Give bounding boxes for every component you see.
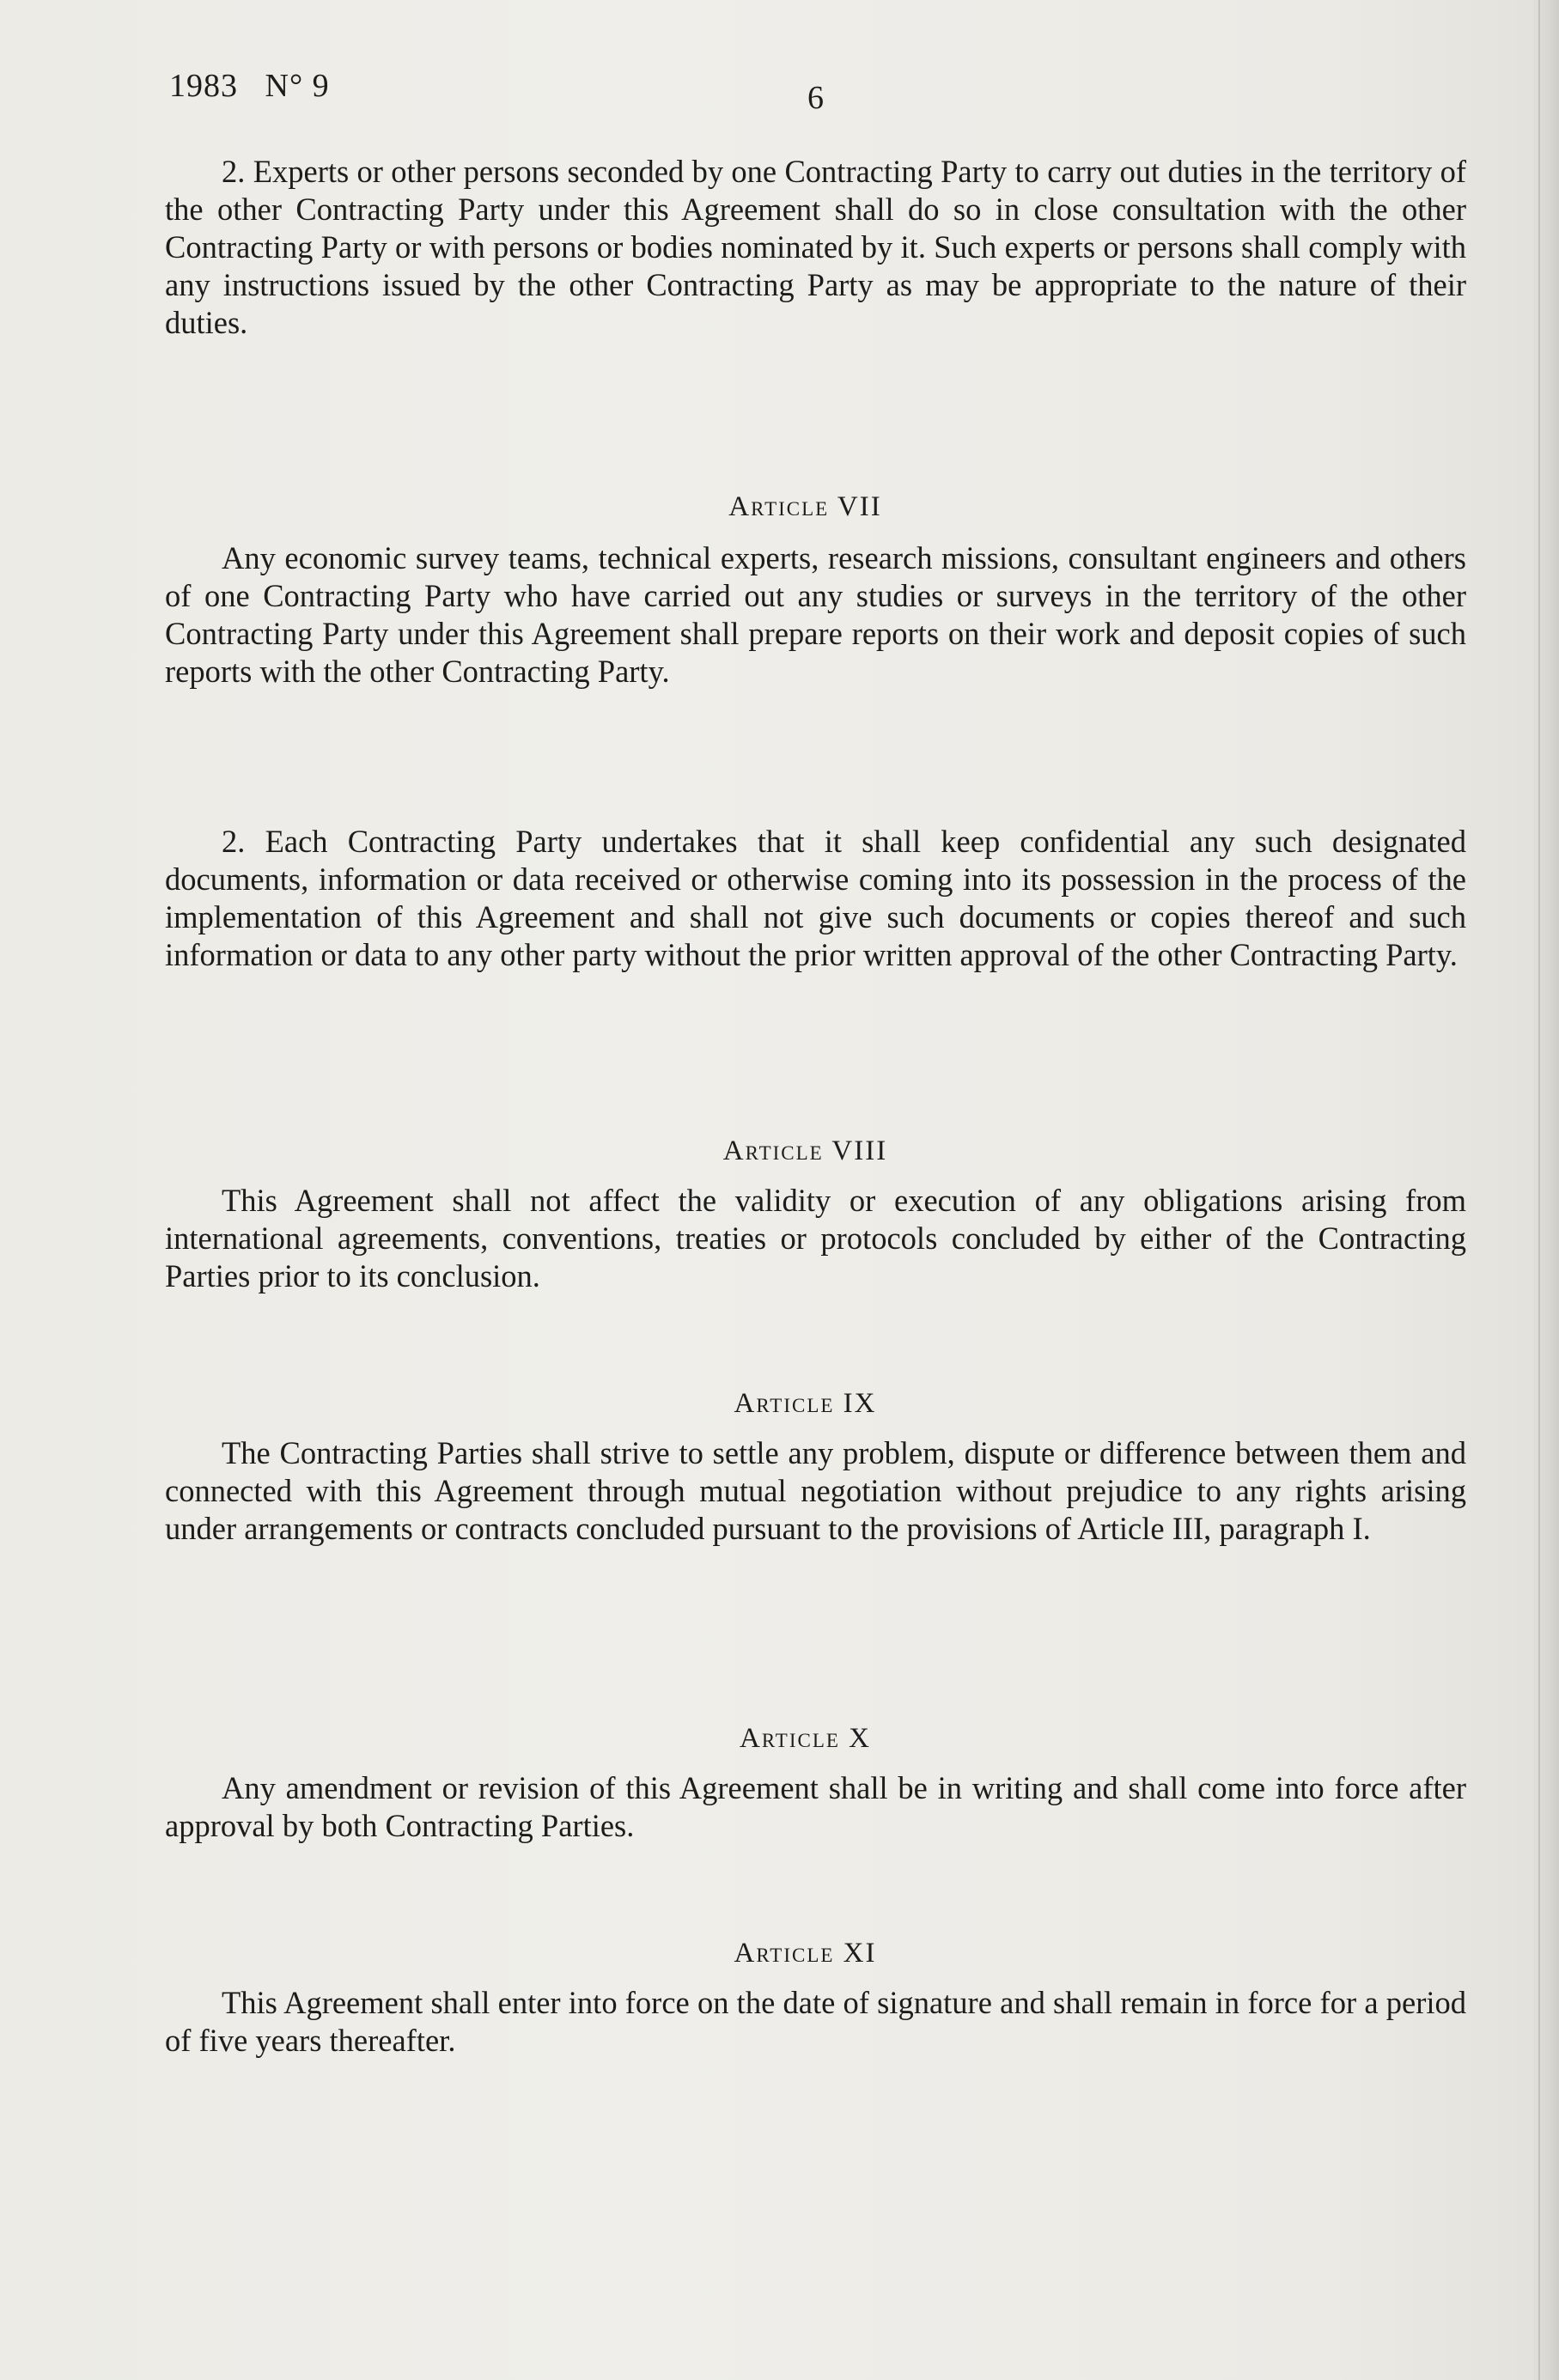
document-reference: 1983 N° 9 — [169, 68, 330, 104]
paragraph-article-vii-2: 2. Each Contracting Party undertakes that it shall keep confidential any such designated documents, information or data received or otherwise coming into its possession in the process of the implementation of this Agreement and shall not give such documents or copies thereof and such information or data to any other party without the prior written approval of the other Contracting Party. — [165, 824, 1466, 972]
paragraph-article-vii-1: Any economic survey teams, technical experts, research missions, consultant engineers and others of one Contracting Party who have carried out any studies or surveys in the territory of the other Contracting Party under this Agreement shall prepare reports on their work and deposit copies of such reports with the other Contracting Party. — [165, 540, 1466, 689]
paragraph-article-x: Any amendment or revision of this Agreement shall be in writing and shall come into force after approval by both Contracting Parties. — [165, 1770, 1466, 1843]
heading-article-x: Article X — [739, 1723, 872, 1754]
paragraph-article-viii: This Agreement shall not affect the validity or execution of any obligations arising from international agreements, conventions, treaties or protocols concluded by either of the Contracting Parties prior to its conclusion. — [165, 1183, 1466, 1293]
page-edge — [1533, 0, 1559, 2380]
page-edge-line — [1538, 0, 1540, 2380]
paragraph-article-xi: This Agreement shall enter into force on the date of signature and shall remain in force for a period of five years thereafter. — [165, 1985, 1466, 2058]
heading-article-xi: Article XI — [734, 1938, 877, 1969]
heading-article-viii: Article VIII — [722, 1135, 888, 1166]
paragraph-article-ix: The Contracting Parties shall strive to settle any problem, dispute or difference between them and connected with this Agreement through mutual negotiation without prejudice to any rights arising under arrangements or contracts concluded pursuant to the provisions of Article III, paragraph I. — [165, 1435, 1466, 1546]
paragraph-article-vi-2: 2. Experts or other persons seconded by one Contracting Party to carry out duties in the territory of the other Contracting Party under this Agreement shall do so in close consultation with the other Contracting Party or with persons or bodies nominated by it. Such experts or persons shall comply with any instructions issued by the other Contracting Party as may be appropriate to the nature of their duties. — [165, 154, 1466, 340]
heading-article-vii: Article VII — [728, 491, 882, 522]
page-number: 6 — [807, 80, 824, 116]
heading-article-ix: Article IX — [734, 1388, 877, 1419]
